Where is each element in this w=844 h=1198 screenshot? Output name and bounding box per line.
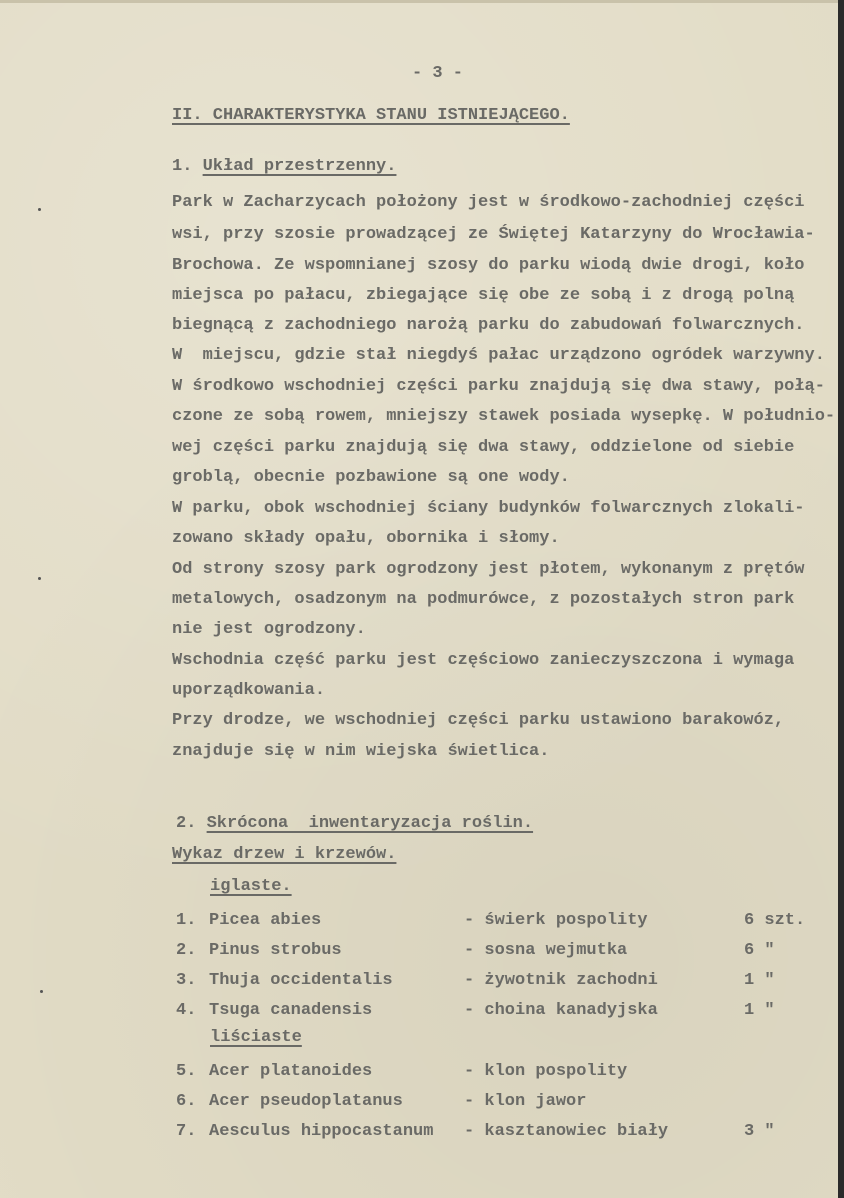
paragraph-line: biegnącą z zachodniego narożą parku do zabudowań folwarcznych. — [172, 316, 805, 335]
paragraph-line: groblą, obecnie pozbawione są one wody. — [172, 468, 570, 487]
paragraph-line: wej części parku znajdują się dwa stawy, oddzielone od siebie — [172, 438, 795, 457]
item-number: 5. — [176, 1062, 197, 1081]
paragraph-line: Przy drodze, we wschodniej części parku ustawiono barakowóz, — [172, 711, 785, 730]
chapter-heading: II. CHARAKTERYSTYKA STANU ISTNIEJĄCEGO. — [172, 106, 570, 125]
item-number: 6. — [176, 1092, 197, 1111]
paper-speck — [38, 208, 41, 211]
item-count: 6 szt. — [744, 911, 806, 930]
scan-border — [838, 0, 844, 1198]
paragraph-line: Brochowa. Ze wspomnianej szosy do parku wiodą dwie drogi, koło — [172, 256, 805, 275]
list-title: Wykaz drzew i krzewów. — [172, 845, 397, 864]
latin-name: Acer platanoides — [209, 1062, 373, 1081]
paragraph-line: czone ze sobą rowem, mniejszy stawek posiada wysepkę. W południo- — [172, 407, 836, 426]
paragraph-line: wsi, przy szosie prowadzącej ze Świętej Katarzyny do Wrocławia- — [172, 225, 815, 244]
polish-name: - świerk pospolity — [464, 911, 648, 930]
item-number: 1. — [176, 911, 197, 930]
polish-name: - żywotnik zachodni — [464, 971, 658, 990]
item-number: 7. — [176, 1122, 197, 1141]
page-number: - 3 - — [412, 64, 464, 83]
item-count: 3 " — [744, 1122, 775, 1141]
paragraph-line: miejsca po pałacu, zbiegające się obe ze sobą i z drogą polną — [172, 286, 795, 305]
latin-name: Picea abies — [209, 911, 322, 930]
paragraph-line: W parku, obok wschodniej ściany budynków folwarcznych zlokali- — [172, 499, 805, 518]
item-number: 4. — [176, 1001, 197, 1020]
item-count: 1 " — [744, 971, 775, 990]
section1-heading — [172, 157, 396, 177]
item-number: 3. — [176, 971, 197, 990]
polish-name: - klon jawor — [464, 1092, 587, 1111]
group-label: liściaste — [210, 1028, 302, 1047]
latin-name: Acer pseudoplatanus — [209, 1092, 403, 1111]
paragraph-line: zowano składy opału, obornika i słomy. — [172, 529, 560, 548]
latin-name: Pinus strobus — [209, 941, 342, 960]
paragraph-line: metalowych, osadzonym na podmurówce, z pozostałych stron park — [172, 590, 795, 609]
polish-name: - sosna wejmutka — [464, 941, 628, 960]
polish-name: - klon pospolity — [464, 1062, 628, 1081]
paragraph-line: W miejscu, gdzie stał niegdyś pałac urządzono ogródek warzywny. — [172, 346, 825, 365]
paper-speck — [40, 990, 43, 993]
item-number: 2. — [176, 941, 197, 960]
latin-name: Thuja occidentalis — [209, 971, 393, 990]
paragraph-line: Od strony szosy park ogrodzony jest płotem, wykonanym z prętów — [172, 560, 805, 579]
section-number: 2. — [176, 814, 197, 833]
polish-name: - choina kanadyjska — [464, 1001, 658, 1020]
paragraph-line: nie jest ogrodzony. — [172, 620, 366, 639]
paper-top-edge — [0, 0, 844, 3]
section-title: Skrócona inwentaryzacja roślin. — [206, 814, 534, 833]
item-count: 6 " — [744, 941, 775, 960]
section2-heading — [176, 814, 533, 834]
paper-speck — [38, 577, 41, 580]
polish-name: - kasztanowiec biały — [464, 1122, 669, 1141]
group-label: iglaste. — [210, 877, 292, 896]
paragraph-line: znajduje się w nim wiejska świetlica. — [172, 742, 550, 761]
paragraph-line: Park w Zacharzycach położony jest w środkowo-zachodniej części — [172, 193, 805, 212]
section-number: 1. — [172, 157, 193, 176]
paragraph-line: Wschodnia część parku jest częściowo zanieczyszczona i wymaga — [172, 651, 795, 670]
latin-name: Tsuga canadensis — [209, 1001, 373, 1020]
paragraph-line: uporządkowania. — [172, 681, 326, 700]
latin-name: Aesculus hippocastanum — [209, 1122, 434, 1141]
paragraph-line: W środkowo wschodniej części parku znajdują się dwa stawy, połą- — [172, 377, 825, 396]
section-title: Układ przestrzenny. — [202, 157, 397, 176]
item-count: 1 " — [744, 1001, 775, 1020]
